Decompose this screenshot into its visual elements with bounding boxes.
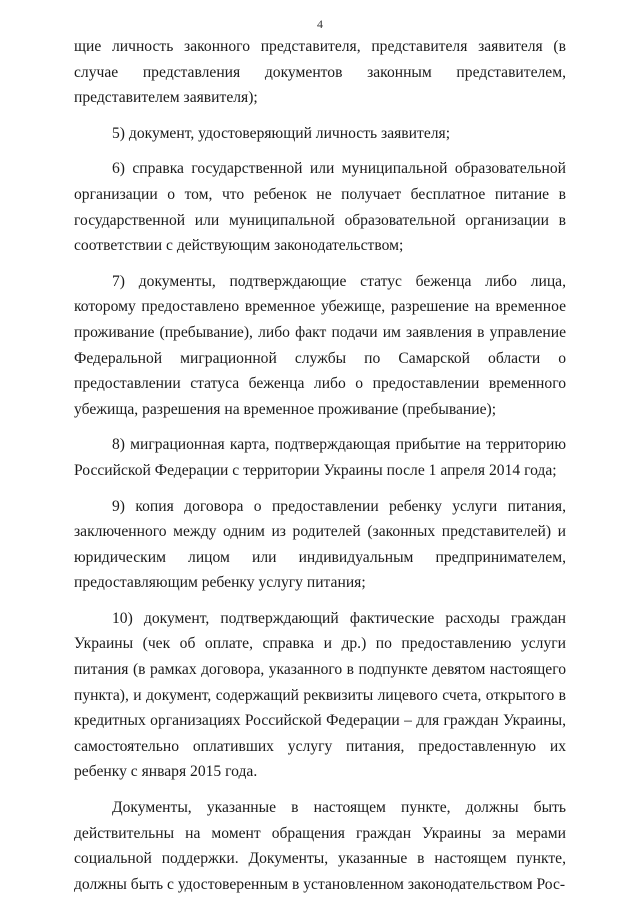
paragraph-continuation: щие личность законного представителя, представителя заявителя (в случае представления документов законным представителем, представителем заявителя); (74, 38, 566, 107)
list-item-8: 8) миграционная карта, подтверждающая прибытие на территорию Российской Федерации с территории Украины после 1 апреля 2014 года; (74, 436, 566, 479)
list-item-10: 10) документ, подтверждающий фактические расходы граждан Украины (чек об оплате, справка и др.) по предоставлению услуги питания (в рамках договора, указанного в подпункте девятом настоящего пункта), и документ, содержащий реквизиты лицевого счета, открытого в кредитных организациях Российской Федерации – для граждан Украины, самостоятельно оплативших услугу питания, предоставленную их ребенку с января 2015 года. (74, 609, 566, 781)
list-item-7: 7) документы, подтверждающие статус беженца либо лица, которому предоставлено временное убежище, разрешение на временное проживание (пребывание), либо факт подачи им заявления в управление Федеральной миграционной службы по Самарской области о предоставлении статуса беженца либо о предоставлении временного убежища, разрешения на временное проживание (пребывание); (74, 272, 566, 418)
list-item-6: 6) справка государственной или муниципальной образовательной организации о том, что ребенок не получает бесплатное питание в государственной или муниципальной образовательной организации в соответствии с действующим законодательством; (74, 160, 566, 255)
list-item-5: 5) документ, удостоверяющий личность заявителя; (112, 124, 451, 142)
page-number: 4 (317, 17, 323, 31)
list-item-9: 9) копия договора о предоставлении ребенку услуги питания, заключенного между одним из родителей (законных представителей) и юридическим лицом или индивидуальным предпринимателем, предоставляющим ребенку услугу питания; (74, 497, 566, 592)
closing-paragraph: Документы, указанные в настоящем пункте, должны быть действительны на момент обращения граждан Украины за мерами социальной поддержки. Документы, указанные в настоящем пункте, должны быть с удостоверенным в установленном законодательством Рос- (74, 799, 566, 893)
document-body (74, 34, 566, 907)
